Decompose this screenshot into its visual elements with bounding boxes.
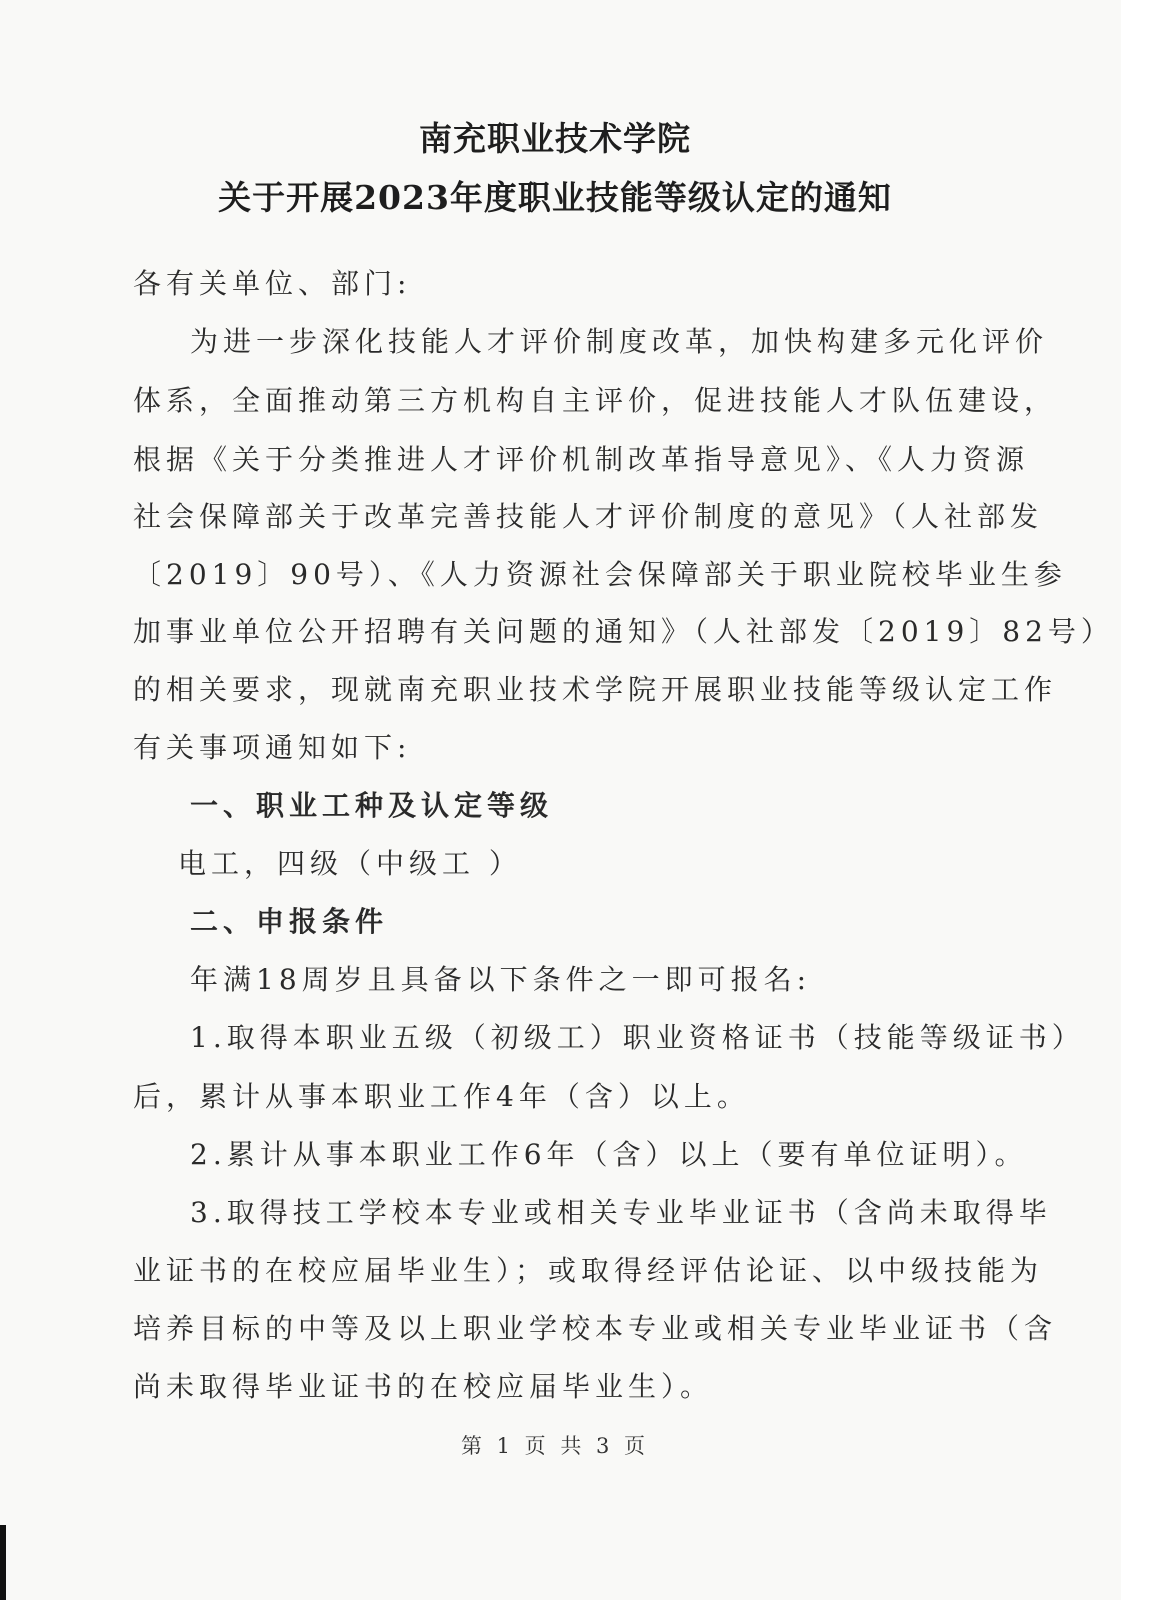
condition-3-line: 尚未取得毕业证书的在校应届毕业生）。 xyxy=(133,1370,714,1403)
title-line-2: 关于开展2023年度职业技能等级认定的通知 xyxy=(218,178,892,217)
section1-text: 电工，四级（中级工 ） xyxy=(178,847,522,880)
title-line-1: 南充职业技术学院 xyxy=(419,119,691,158)
condition-2: 2.累计从事本职业工作6年（含）以上（要有单位证明）。 xyxy=(190,1138,1028,1171)
scan-margin xyxy=(1121,0,1163,1600)
page-number: 第 1 页 共 3 页 xyxy=(460,1434,650,1458)
para1-line: 〔2019〕90号）、《人力资源社会保障部关于职业院校毕业生参 xyxy=(133,558,1067,591)
condition-1-line: 后，累计从事本职业工作4年（含）以上。 xyxy=(133,1080,750,1113)
para1-line: 加事业单位公开招聘有关问题的通知》（人社部发〔2019〕82号） xyxy=(133,615,1114,648)
scan-edge-mark xyxy=(0,1525,6,1600)
para1-line: 社会保障部关于改革完善技能人才评价制度的意见》（人社部发 xyxy=(133,500,1044,533)
condition-3-line: 业证书的在校应届毕业生）；或取得经评估论证、以中级技能为 xyxy=(133,1254,1044,1287)
para1-line: 根据《关于分类推进人才评价机制改革指导意见》、《人力资源 xyxy=(133,443,1030,476)
section2-heading: 二、申报条件 xyxy=(190,905,389,938)
section1-heading: 一、职业工种及认定等级 xyxy=(190,789,554,822)
para1-line: 为进一步深化技能人才评价制度改革，加快构建多元化评价 xyxy=(190,325,1049,358)
para1-line: 有关事项通知如下: xyxy=(133,731,412,764)
condition-1-line: 1.取得本职业五级（初级工）职业资格证书（技能等级证书） xyxy=(190,1021,1085,1054)
para1-line: 的相关要求，现就南充职业技术学院开展职业技能等级认定工作 xyxy=(133,673,1058,706)
condition-3-line: 培养目标的中等及以上职业学校本专业或相关专业毕业证书（含 xyxy=(133,1312,1058,1345)
condition-3-line: 3.取得技工学校本专业或相关专业毕业证书（含尚未取得毕 xyxy=(190,1196,1052,1229)
salutation: 各有关单位、部门: xyxy=(133,267,412,300)
section2-intro: 年满18周岁且具备以下条件之一即可报名: xyxy=(190,963,812,996)
para1-line: 体系，全面推动第三方机构自主评价，促进技能人才队伍建设， xyxy=(133,384,1058,417)
